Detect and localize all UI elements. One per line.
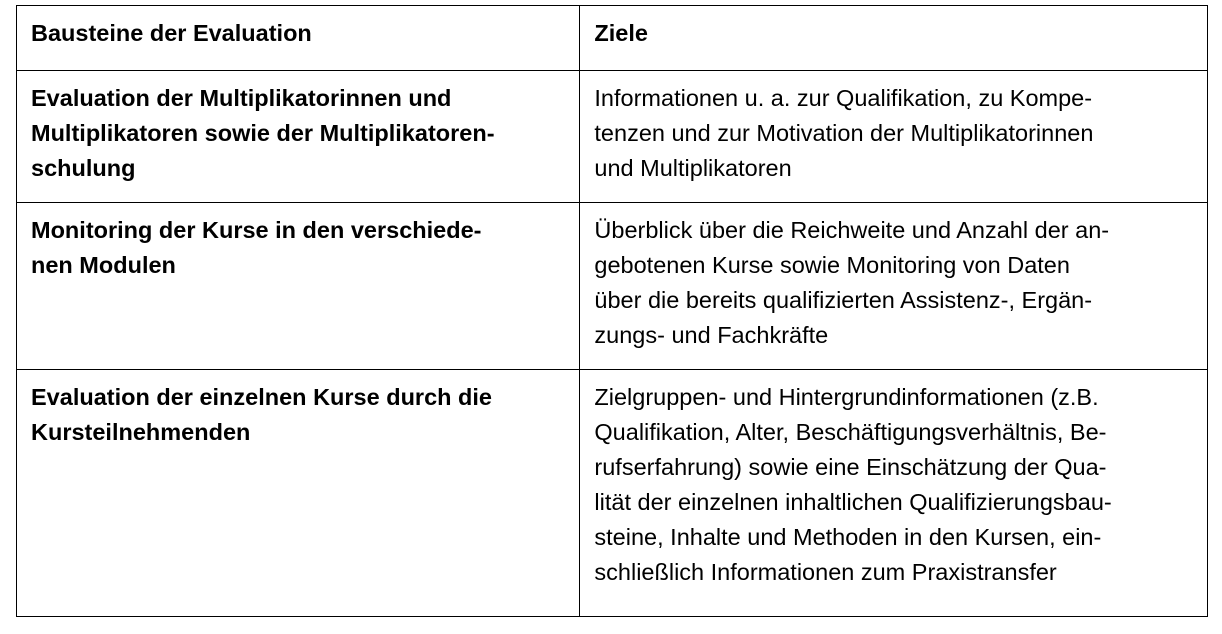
table-row <box>17 370 1208 617</box>
evaluation-table <box>16 5 1208 617</box>
header-bausteine: Bausteine der Evaluation <box>17 6 580 71</box>
ziel-cell: Zielgruppen- und Hintergrundinformationen (z.B. Qualifikation, Alter, Beschäftigungsverhältnis, Be- rufserfahrung) sowie eine Einschätzung der Qua- lität der einzelnen inhaltlichen Qualifizierungsbau- steine, Inhalte und Methoden in den Kursen, ein- schließlich Informationen zum Praxistransfer <box>580 370 1208 617</box>
table-row <box>17 71 1208 203</box>
header-ziele: Ziele <box>580 6 1208 71</box>
baustein-cell: Evaluation der Multiplikatorinnen und Multiplikatoren sowie der Multiplikatoren- schulung <box>17 71 580 203</box>
ziel-cell: Informationen u. a. zur Qualifikation, zu Kompe- tenzen und zur Motivation der Multiplikatorinnen und Multiplikatoren <box>580 71 1208 203</box>
ziel-cell: Überblick über die Reichweite und Anzahl der an- gebotenen Kurse sowie Monitoring von Daten über die bereits qualifizierten Assistenz-, Ergän- zungs- und Fachkräfte <box>580 203 1208 370</box>
baustein-cell: Monitoring der Kurse in den verschiede- nen Modulen <box>17 203 580 370</box>
baustein-cell: Evaluation der einzelnen Kurse durch die Kursteilnehmenden <box>17 370 580 617</box>
table-header-row <box>17 6 1208 71</box>
table-row <box>17 203 1208 370</box>
